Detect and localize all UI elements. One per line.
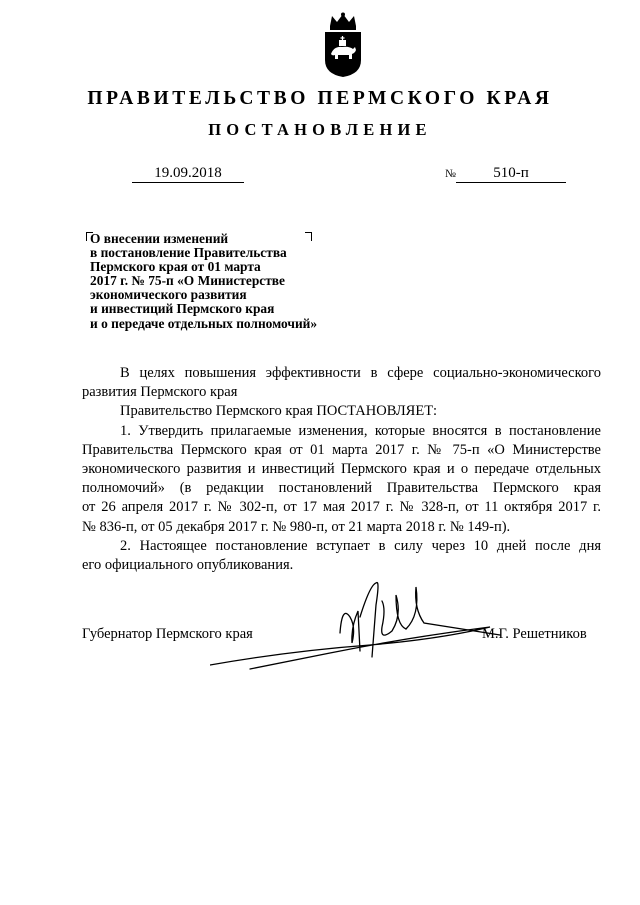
text-line: В целях повышения эффективности в сфере социально-экономического <box>120 365 601 381</box>
subject-line: 2017 г. № 75-п «О Министерстве <box>90 273 285 289</box>
signatory-name: М.Г. Решетников <box>482 626 587 642</box>
document-date: 19.09.2018 <box>132 164 244 183</box>
subject-line: экономического развития <box>90 287 247 303</box>
paragraph-resolves <box>82 402 601 421</box>
text-line: 1. Утвердить прилагаемые изменения, которые вносятся в постановление <box>120 422 601 439</box>
document-type: ПОСТАНОВЛЕНИЕ <box>208 120 432 139</box>
document-number: 510-п <box>456 164 566 183</box>
text-line: его официального опубликования. <box>82 557 294 574</box>
subject-line: О внесении изменений <box>90 231 229 246</box>
text-line: № 836-п, от 05 декабря 2017 г. № 980-п, от 21 марта 2018 г. № 149-п). <box>82 518 511 535</box>
document-subject <box>90 232 370 331</box>
document-body <box>82 364 601 575</box>
subject-line: и о передаче отдельных полномочий» <box>90 315 318 331</box>
signatory-position: Губернатор Пермского края <box>82 626 253 642</box>
number-sign: № <box>445 168 456 180</box>
paragraph-item-1 <box>82 422 601 537</box>
text-line: Правительство Пермского края ПОСТАНОВЛЯЕТ: <box>120 403 438 420</box>
text-line: Правительства Пермского края от 01 марта 2017 г. № 75-п «О Министерстве <box>82 441 601 458</box>
subject-line: в постановление Правительства <box>90 245 287 261</box>
paragraph-preamble <box>82 364 601 402</box>
text-line: от 26 апреля 2017 г. № 302-п, от 17 мая 2017 г. № 328-п, от 11 октября 2017 г. <box>82 499 601 516</box>
text-line: развития Пермского края <box>82 384 238 401</box>
subject-line: и инвестиций Пермского края <box>90 301 275 317</box>
text-line: полномочий» (в редакции постановлений Правительства Пермского края <box>82 480 601 497</box>
handwritten-signature <box>210 565 510 685</box>
subject-line: Пермского края от 01 марта <box>90 259 261 275</box>
text-line: 2. Настоящее постановление вступает в силу через 10 дней после дня <box>120 537 601 554</box>
government-title: ПРАВИТЕЛЬСТВО ПЕРМСКОГО КРАЯ <box>87 88 553 109</box>
coat-of-arms-icon <box>322 12 364 78</box>
text-line: экономического развития и инвестиций Пермского края и о передаче отдельных <box>82 461 601 478</box>
